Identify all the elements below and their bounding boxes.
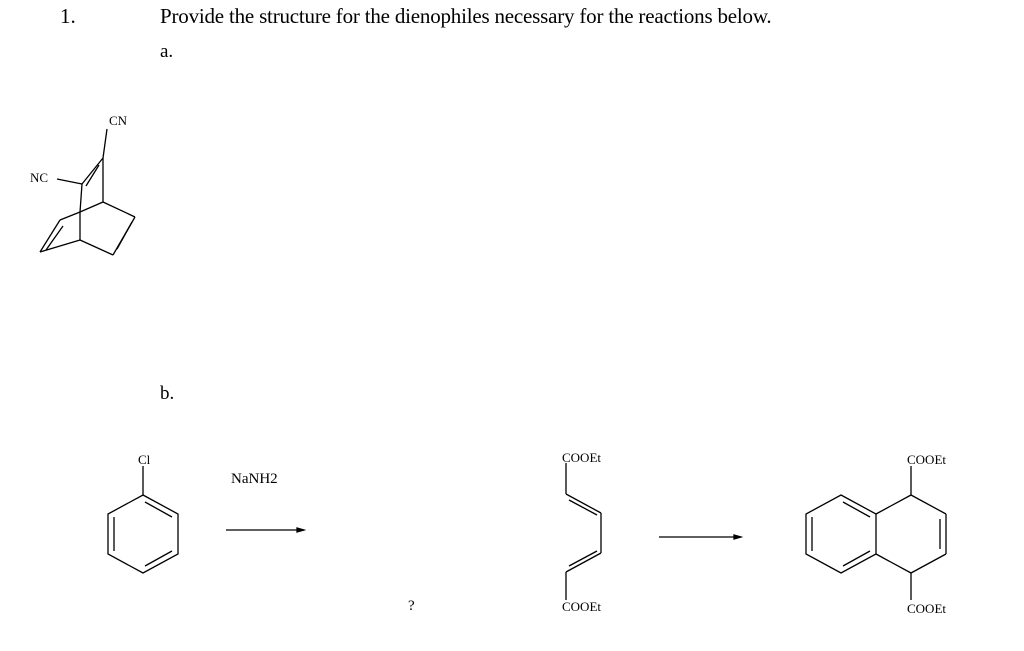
diene-bottom-label: COOEt — [562, 599, 601, 614]
reaction-arrow-1 — [226, 528, 304, 532]
part-a-label: a. — [160, 41, 174, 62]
question-prompt: Provide the structure for the dienophiles necessary for the reactions below. — [160, 4, 772, 28]
question-number: 1. — [60, 4, 76, 28]
reaction-arrow-2 — [659, 535, 741, 539]
product-structure — [806, 466, 946, 600]
diene-structure — [566, 463, 601, 600]
chlorobenzene-structure — [108, 466, 178, 573]
diene-top-label: COOEt — [562, 450, 601, 465]
nc-label-left: NC — [30, 170, 49, 185]
product-top-label: COOEt — [907, 452, 946, 467]
cn-label-top: CN — [109, 113, 128, 128]
bicyclic-dicyano-structure — [40, 129, 135, 255]
unknown-label: ? — [408, 598, 415, 614]
cl-label: Cl — [138, 452, 151, 467]
part-b-label: b. — [160, 383, 175, 404]
product-bottom-label: COOEt — [907, 601, 946, 616]
reagent-label: NaNH2 — [231, 471, 278, 487]
